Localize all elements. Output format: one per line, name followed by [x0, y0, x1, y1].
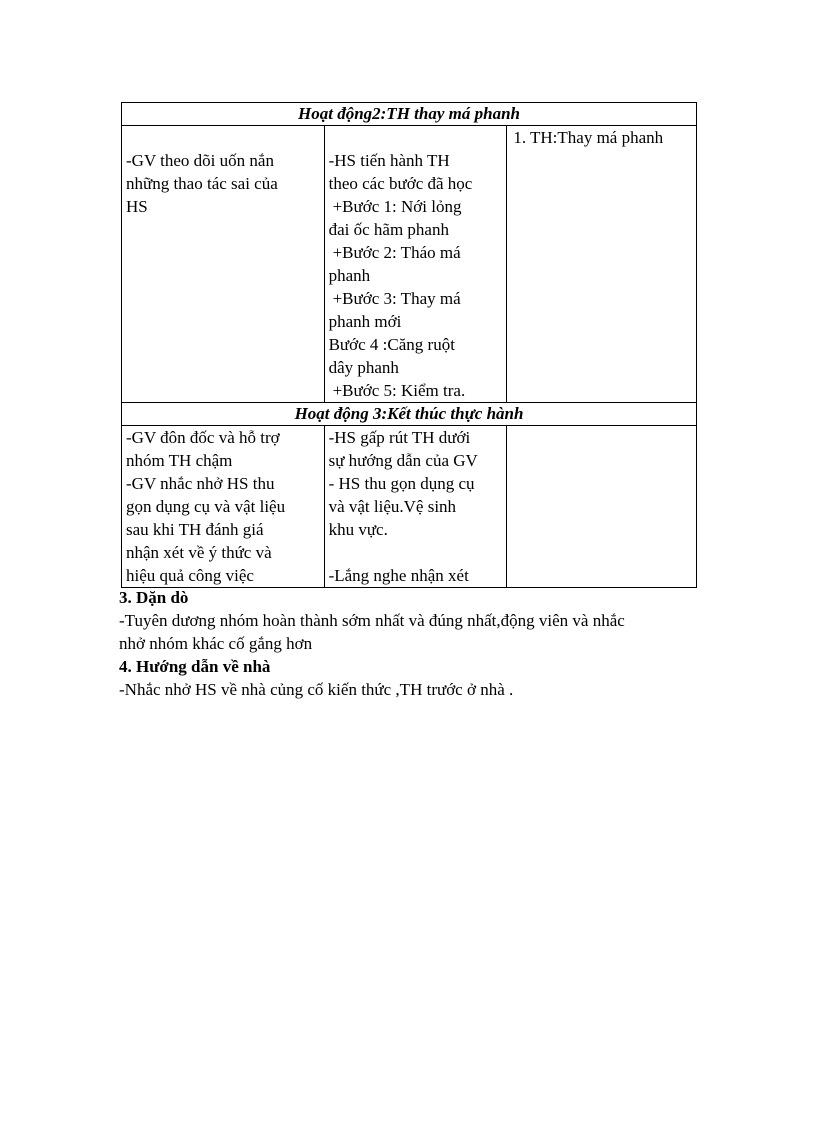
text-line: nhận xét về ý thức và [126, 543, 272, 562]
section3-heading: 3. Dặn dò [119, 588, 189, 607]
step-line: Bước 4 :Căng ruột [328, 335, 455, 354]
text-line: -GV đôn đốc và hỗ trợ [126, 428, 280, 447]
activity2-row [122, 126, 697, 403]
text-line: sự hướng dẫn của GV [328, 451, 478, 470]
text-line: -HS tiến hành TH [328, 151, 450, 170]
section3-line: nhở nhóm khác cố gắng hơn [119, 634, 313, 653]
section3-line: -Tuyên dương nhóm hoàn thành sớm nhất và đúng nhất,động viên và nhắc [119, 611, 625, 630]
text-line: theo các bước đã học [328, 174, 473, 193]
text-line: và vật liệu.Vệ sinh [328, 497, 457, 516]
text-line: -HS gấp rút TH dưới [328, 428, 471, 447]
activity2-teacher-cell [122, 126, 325, 403]
step-line: +Bước 3: Thay má [332, 289, 461, 308]
content-line: 1. TH:Thay má phanh [513, 128, 664, 147]
text-line: phanh [328, 266, 371, 285]
activity2-title: Hoạt động2:TH thay má phanh [122, 103, 697, 126]
activity2-student-cell [324, 126, 507, 403]
text-line: -GV nhắc nhở HS thu [126, 474, 275, 493]
text-line: gọn dụng cụ và vật liệu [126, 497, 286, 516]
text-line: dây phanh [328, 358, 399, 377]
text-line: những thao tác sai của [126, 174, 278, 193]
text-line: khu vực. [328, 520, 388, 539]
text-line: -GV theo dõi uốn nắn [126, 151, 274, 170]
step-line: +Bước 2: Tháo má [332, 243, 461, 262]
text-line: - HS thu gọn dụng cụ [328, 474, 475, 493]
text-line: -Lắng nghe nhận xét [328, 566, 469, 585]
activity3-header-row [122, 403, 697, 426]
section4-heading: 4. Hướng dẫn về nhà [119, 657, 271, 676]
text-line: đai ốc hãm phanh [328, 220, 449, 239]
closing-sections [119, 586, 719, 701]
lesson-table [121, 102, 697, 588]
section4-line: -Nhắc nhở HS về nhà củng cố kiến thức ,TH trước ở nhà . [119, 680, 514, 699]
activity3-title: Hoạt động 3:Kết thúc thực hành [122, 403, 697, 426]
text-line: hiệu quả công việc [126, 566, 254, 585]
activity3-student-cell [324, 426, 507, 588]
step-line: +Bước 5: Kiểm tra. [332, 381, 466, 400]
activity2-content-cell [507, 126, 697, 403]
activity3-row [122, 426, 697, 588]
text-line: sau khi TH đánh giá [126, 520, 264, 539]
text-line: phanh mới [328, 312, 402, 331]
text-line: HS [126, 197, 148, 216]
step-line: +Bước 1: Nới lỏng [332, 197, 462, 216]
activity3-teacher-cell [122, 426, 325, 588]
text-line: nhóm TH chậm [126, 451, 233, 470]
activity3-content-cell [507, 426, 697, 588]
activity2-header-row [122, 103, 697, 126]
